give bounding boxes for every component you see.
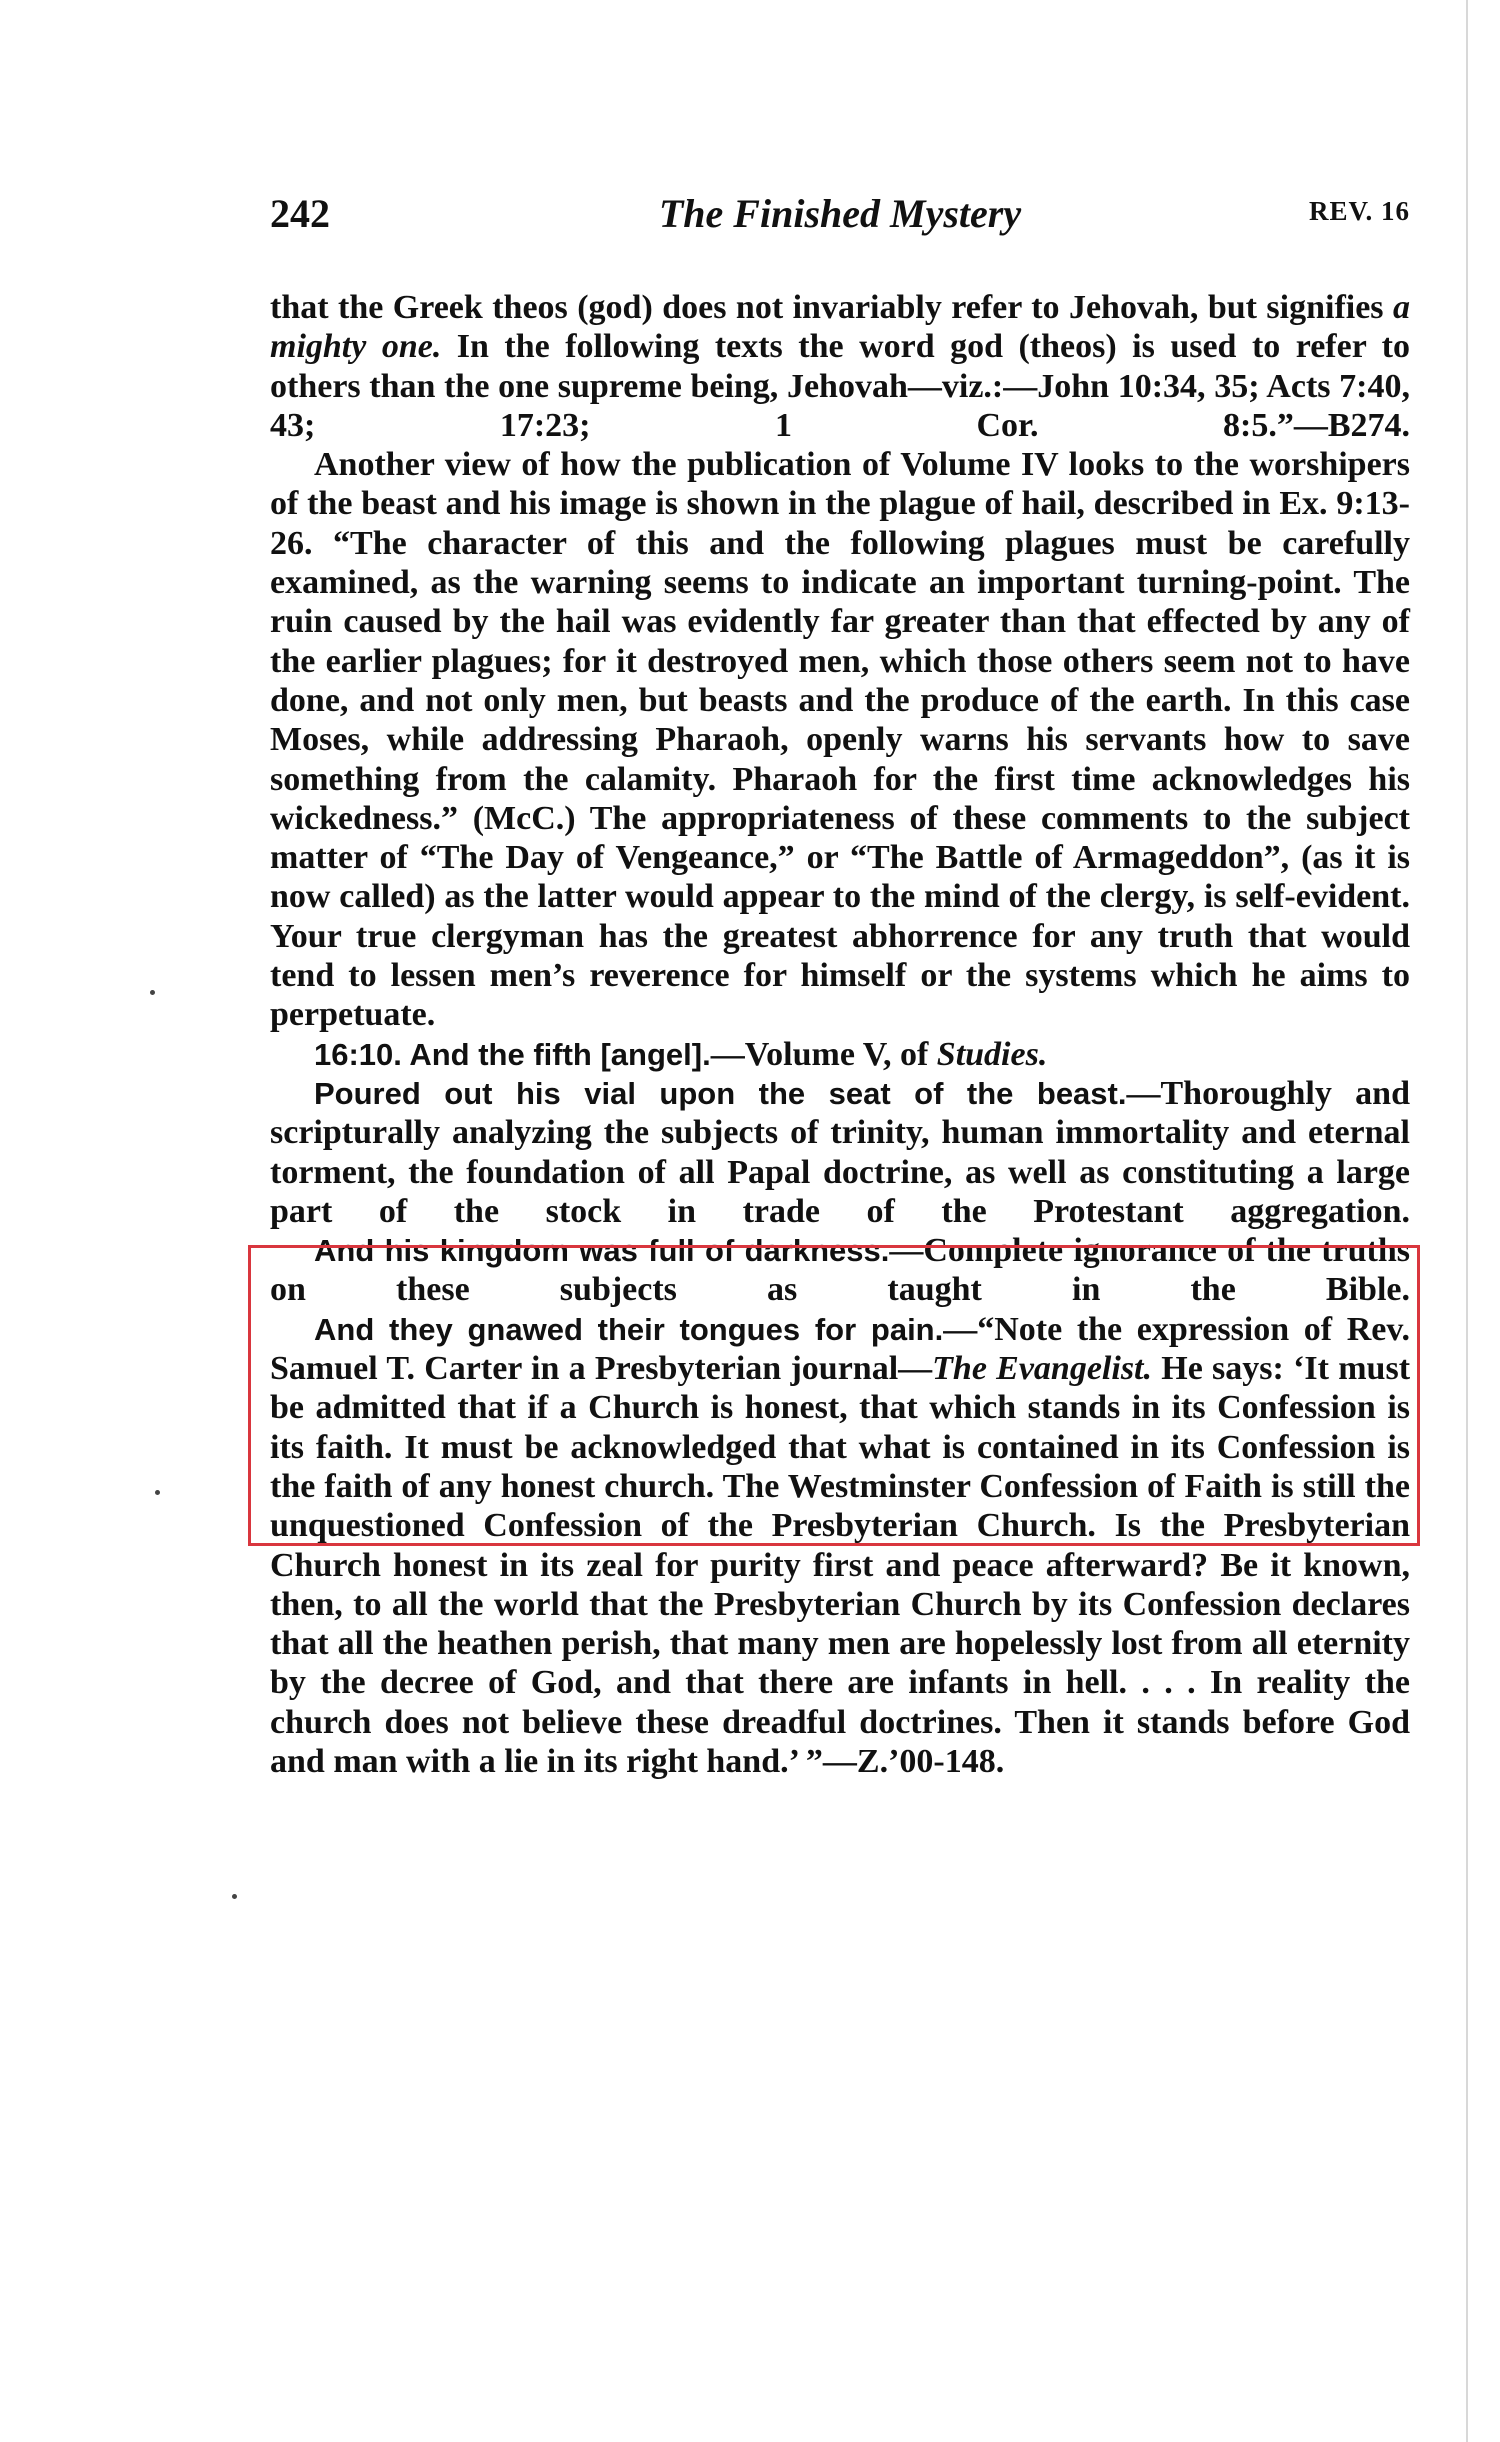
scan-speck (232, 1894, 237, 1899)
text-run: —Volume V, of (710, 1035, 937, 1073)
highlight-box (248, 1245, 1420, 1546)
text-run: He says: ‘It must be admitted that if a Church is honest, that which stands in its Confession is its faith. It must be acknowledged that what is contained in its Confession is the faith of any honest church. The Westminster Confession of Faith is still the unquestioned Confession of the Presbyterian Church. Is the Presbyterian Church honest in its zeal for purity first and peace afterward? Be it known, then, to all the world that the Presbyterian Church by its Confession declares that all the heathen perish, that many men are hopelessly lost from all eternity by the decree of God, and that there are infants in hell. . . . In reality the church does not believe these dreadful doctrines. Then it stands before God and man with a lie in its right hand.’ ”—Z.’00-148. (270, 1350, 1411, 1780)
text-run: In the following texts the word god (theos) is used to refer to others than the one supreme being, Jehovah—viz.:—John 10:34, 35; Acts 7:40, 43; 17:23; 1 Cor. 8:5.”—B274. (270, 328, 1410, 444)
scan-speck (150, 990, 155, 995)
italic-text: Studies. (936, 1035, 1048, 1073)
text-run: that the Greek theos (god) does not invariably refer to Jehovah, but signifies (270, 289, 1393, 326)
text-run: —Thoroughly and scripturally analyzing the subjects of trinity, human immortality and eternal torment, the foundation of all Papal doctrine, as well as constituting a large part of the stock in trade of the Protestant aggregation. (270, 1074, 1411, 1230)
running-title: The Finished Mystery (658, 191, 1022, 236)
paragraph-plague-of-hail (270, 445, 1410, 1034)
verse-16-10 (270, 1035, 1410, 1074)
verse-heading: 16:10. And the fifth [angel]. (314, 1036, 711, 1072)
page-header (270, 190, 1410, 240)
page-number: 242 (270, 191, 330, 236)
italic-text: The Evangelist. (932, 1350, 1153, 1388)
scan-edge-line (1466, 0, 1468, 2442)
verse-heading: Poured out his vial upon the seat of the beast. (314, 1075, 1127, 1111)
paragraph-theos (270, 288, 1410, 445)
chapter-reference: REV. 16 (1308, 196, 1410, 226)
scan-speck (155, 1490, 160, 1495)
verse-heading: And his kingdom was full of darkness. (314, 1233, 890, 1269)
verse-heading: And they gnawed their tongues for pain. (314, 1311, 944, 1347)
text-run: Another view of how the publication of Volume IV looks to the worshipers of the beast and his image is shown in the plague of hail, described in Ex. 9:13-26. “The character of this and the following plagues must be carefully examined, as the warning seems to indicate an important turning-point. The ruin caused by the hail was evidently far greater than that effected by any of the earlier plagues; for it destroyed men, which those others seem not to have done, and not only men, but beasts and the produce of the earth. In this case Moses, while addressing Pharaoh, openly warns his servants how to save something from the calamity. Pharaoh for the first time acknowledges his wickedness.” (McC.) The appropriateness of these comments to the subject matter of “The Day of Vengeance,” or “The Battle of Armageddon”, (as it is now called) as the latter would appear to the mind of the clergy, is self-evident. Your true clergyman has the greatest abhorrence for any truth that would tend to lessen men’s reverence for himself or the systems which he aims to perpetuate. (270, 446, 1410, 1034)
italic-text: a mighty one. (270, 289, 1410, 366)
page-body (270, 288, 1410, 1781)
text-run: —“Note the expression of Rev. Samuel T. Carter in a Presbyterian journal— (270, 1310, 1411, 1388)
paragraph-vial-poured (270, 1074, 1410, 1231)
text-run: —Complete ignorance of the truths on these subjects as taught in the Bible. (270, 1232, 1411, 1309)
